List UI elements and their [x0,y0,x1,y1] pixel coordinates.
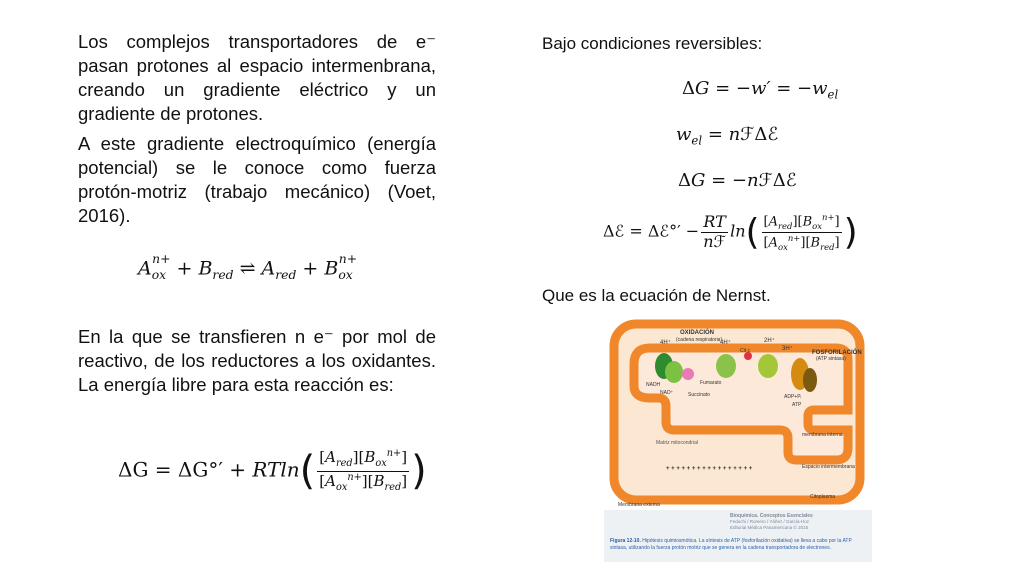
label-h2: 2H⁺ [764,338,775,344]
heading-reversible-conditions: Bajo condiciones reversibles: [542,34,763,53]
chemiosmotic-figure [604,310,872,562]
paragraph-proton-motive-force: A este gradiente electroquímico (energía potencial) se le conoce como fuerza protón-motriz (trabajo mecánico) (Voet, 2016). [78,133,436,226]
label-respiratory-chain: (cadena respiratoria) [676,337,723,343]
label-h4-b: 4H⁺ [720,340,731,346]
label-succinato: Succinato [688,392,710,398]
label-atp-synthase: (ATP sintasa) [816,356,846,362]
label-outer-membrane: Membrana externa [618,502,660,508]
figure-caption [610,538,866,552]
label-cytoplasm: Citoplasma [810,494,836,500]
atp-synthase-stalk [803,368,817,392]
book-publisher: Editorial Médica Panamericana © 2015 [730,525,809,530]
complex-iii-shape [716,354,736,378]
paragraph-transport-complexes: Los complejos transportadores de e⁻ pasan protones al espacio intermenbrana, creando un gradiente eléctrico y un gradiente de protones. [78,31,436,124]
label-matrix: Matriz mitocondrial [656,440,698,446]
caption-text: Hipótesis quimiosmótica. La síntesis de ATP (fosforilación oxidativa) se lleva a cabo por la ATP sintasa, utilizando la fuerza protón motriz que se genera en la cadena transportadora de electrones. [610,538,852,551]
label-h3: 3H⁺ [782,346,793,352]
book-authors: Feduchi / Romero / Yáñez / García-Hoz [730,519,809,524]
label-inner-membrane: membrana interna [802,432,843,438]
caption-label: Figura 12-10. [610,538,641,544]
label-cit-c: Cit c [740,348,750,354]
label-nadh: NADH [646,382,661,388]
book-title: Bioquímica. Conceptos Esenciales [730,513,813,519]
label-fumarato: Fumarato [700,380,722,386]
label-plus-row: + + + + + + + + + + + + + + + + + [666,466,753,472]
complex-i-arm [665,361,683,383]
label-nad: NAD⁺ [660,390,674,396]
nernst-label: Que es la ecuación de Nernst. [542,286,771,305]
label-adp: ADP+Pᵢ [784,394,802,400]
label-phosphorylation: FOSFORILACIÓN [812,350,862,356]
equation-electrical-work: $w_{el}$ = nℱΔℰ [676,124,779,148]
equation-gibbs-emf: ΔG = −nℱΔℰ [678,170,797,191]
equation-redox-reaction: $A_{ox}^{n+} + B_{red}$ ⇌ $A_{red} + B_{ox}^{n+}$ [138,252,358,283]
label-atp: ATP [792,402,802,408]
label-h4-a: 4H⁺ [660,340,671,346]
paragraph-electron-transfer: En la que se transfieren n e⁻ por mol de reactivo, de los reductores a los oxidantes. La energía libre para esta reacción es: [78,326,436,395]
label-oxidation: OXIDACIÓN [680,330,715,336]
mitochondria-diagram [604,310,872,562]
label-intermembrane: Espacio intermembrana [802,464,855,470]
equation-work: $\Delta G = -w' = -w_{el}$ [682,78,839,102]
complex-ii-shape [682,368,694,380]
equation-free-energy: ΔG = ΔG°′ + RTln( $\frac{[A_{red}][B_{ox}^{n+}]}{[A_{ox}^{n+}][B_{red}]}$ ) [118,448,427,494]
equation-nernst: Δℰ = Δℰ°′ − $\frac{RT}{\text{nℱ}}$ ln( $\frac{[A_{red}][B_{ox}^{n+}]}{[A_{ox}^{n+}][B_{red}]}$ ) [603,212,858,253]
complex-iv-shape [758,354,778,378]
